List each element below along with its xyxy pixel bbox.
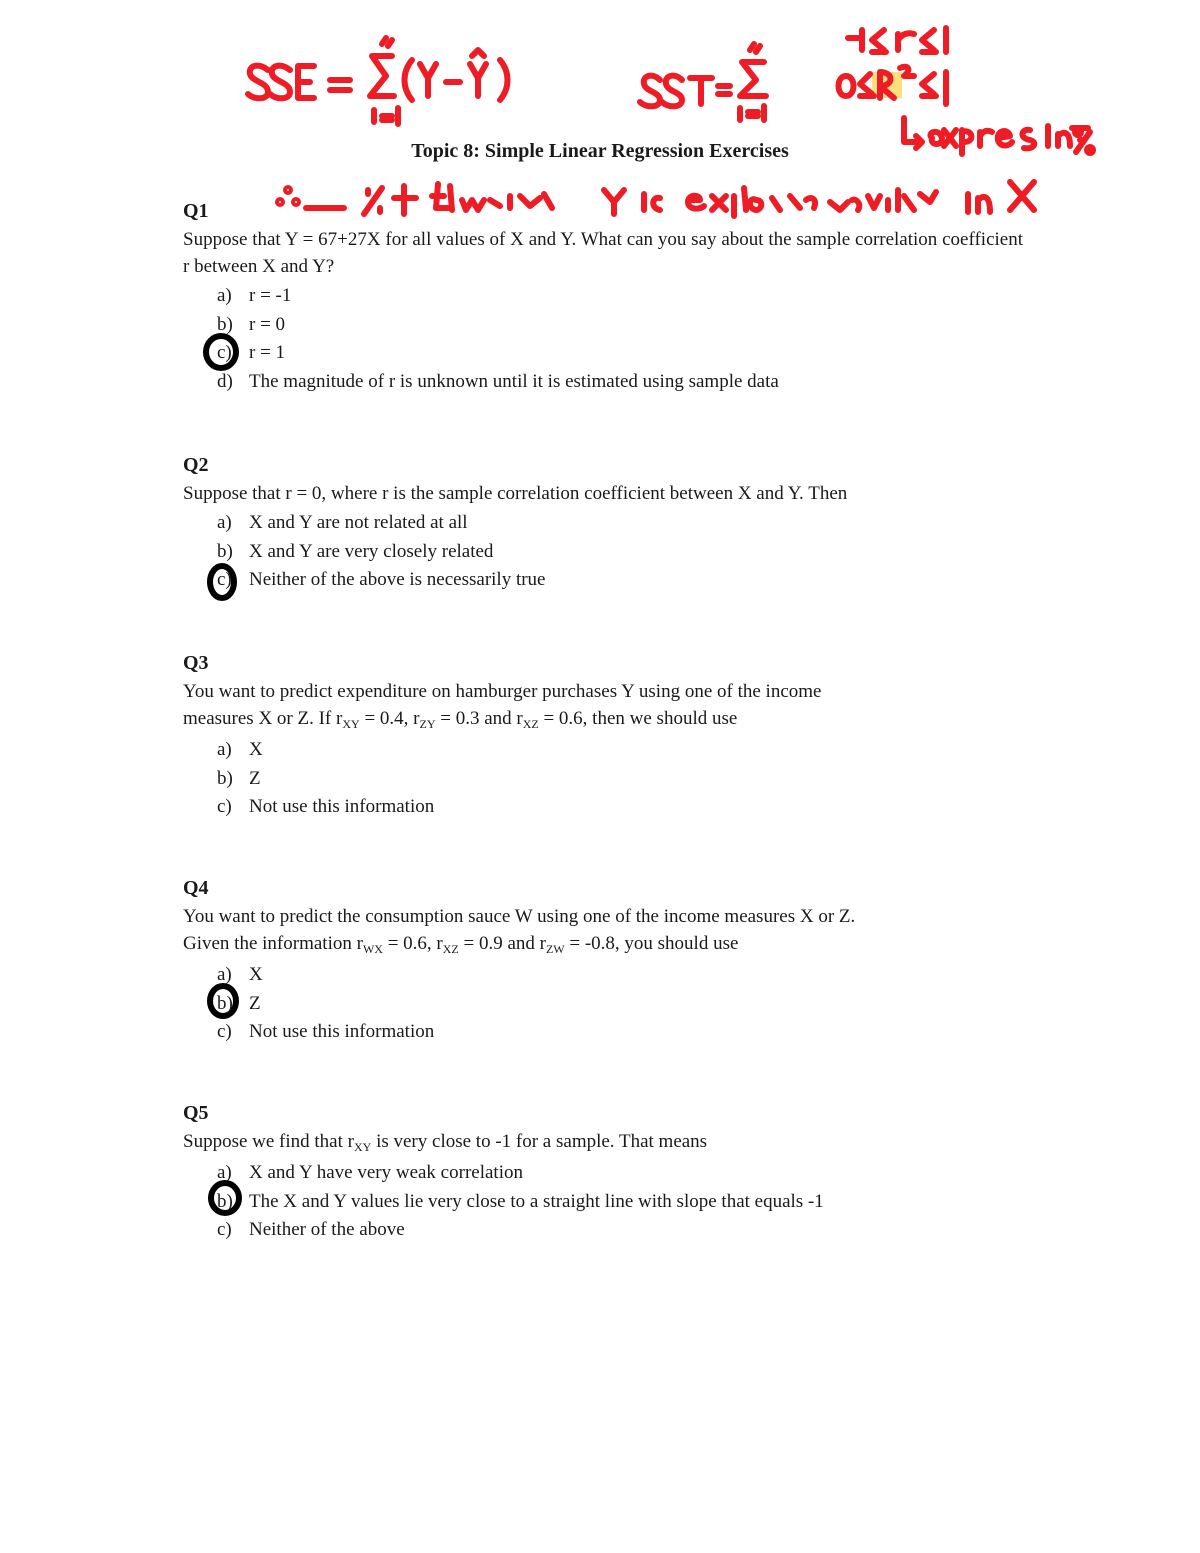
question-number: Q2 <box>183 454 209 476</box>
option-c[interactable]: c) r = 1 <box>217 342 286 363</box>
stem-line-1: You want to predict expenditure on hamburger purchases Y using one of the income <box>183 681 822 702</box>
sse-formula-note <box>248 38 508 124</box>
option-list <box>183 282 1023 396</box>
option-c[interactable]: c) Not use this information <box>217 1021 435 1042</box>
question-3 <box>183 650 1023 822</box>
question-number: Q4 <box>183 877 209 899</box>
option-b[interactable]: b) Z <box>217 992 261 1014</box>
question-number: Q3 <box>183 652 209 674</box>
option-a[interactable]: a) X <box>217 739 263 760</box>
question-stem: Suppose that Y = 67+27X for all values of X and Y. What can you say about the sample correlation coefficient r between X and Y? <box>183 229 1023 277</box>
option-c[interactable]: c) Not use this information <box>217 796 435 817</box>
option-list <box>183 961 1023 1047</box>
option-b[interactable]: b) X and Y are very closely related <box>217 540 494 562</box>
option-a[interactable]: a) X <box>217 964 263 985</box>
highlight-mark <box>872 72 902 98</box>
question-stem <box>183 903 1023 959</box>
question-stem <box>183 678 1023 734</box>
option-b[interactable]: b) Z <box>217 767 261 789</box>
option-a[interactable]: a) r = -1 <box>217 285 292 306</box>
option-c[interactable]: c) Neither of the above <box>217 1219 405 1240</box>
r-bounds-note <box>848 28 946 52</box>
option-b[interactable]: b) The X and Y values lie very close to a straight line with slope that equals -1 <box>217 1190 824 1212</box>
r2-bounds-note <box>839 67 947 104</box>
question-4 <box>183 875 1023 1047</box>
question-2 <box>183 452 1023 595</box>
option-list <box>183 1159 1023 1245</box>
option-c[interactable]: c) Neither of the above is necessarily true <box>217 569 546 590</box>
sst-formula-note <box>640 44 766 120</box>
question-number: Q1 <box>183 200 209 222</box>
question-1 <box>183 198 1023 396</box>
question-5 <box>183 1100 1023 1245</box>
page-title: Topic 8: Simple Linear Regression Exercises <box>411 140 789 162</box>
option-d[interactable]: d) The magnitude of r is unknown until it is estimated using sample data <box>217 370 779 392</box>
question-stem: Suppose we find that $r_{XY}$ is very close to -1 for a sample. That means <box>183 1131 708 1154</box>
stem-line-2: measures X or Z. If $r_{XY} = 0.4$, $r_{ZY} = 0.3$ and $r_{XZ} = 0.6$, then we should use <box>183 708 738 731</box>
stem-line-1: You want to predict the consumption sauce W using one of the income measures X or Z. <box>183 906 856 927</box>
option-list <box>183 509 1023 595</box>
option-a[interactable]: a) X and Y are not related at all <box>217 512 468 533</box>
option-b[interactable]: b) r = 0 <box>217 313 286 335</box>
option-a[interactable]: a) X and Y have very weak correlation <box>217 1162 523 1183</box>
stem-line-2: Given the information $r_{WX} = 0.6$, $r_{XZ} = 0.9$ and $r_{ZW} = -0.8$, you should use <box>183 933 739 956</box>
option-list <box>183 736 1023 822</box>
question-number: Q5 <box>183 1102 209 1124</box>
question-stem: Suppose that r = 0, where r is the sample correlation coefficient between X and Y. Then <box>183 483 848 504</box>
